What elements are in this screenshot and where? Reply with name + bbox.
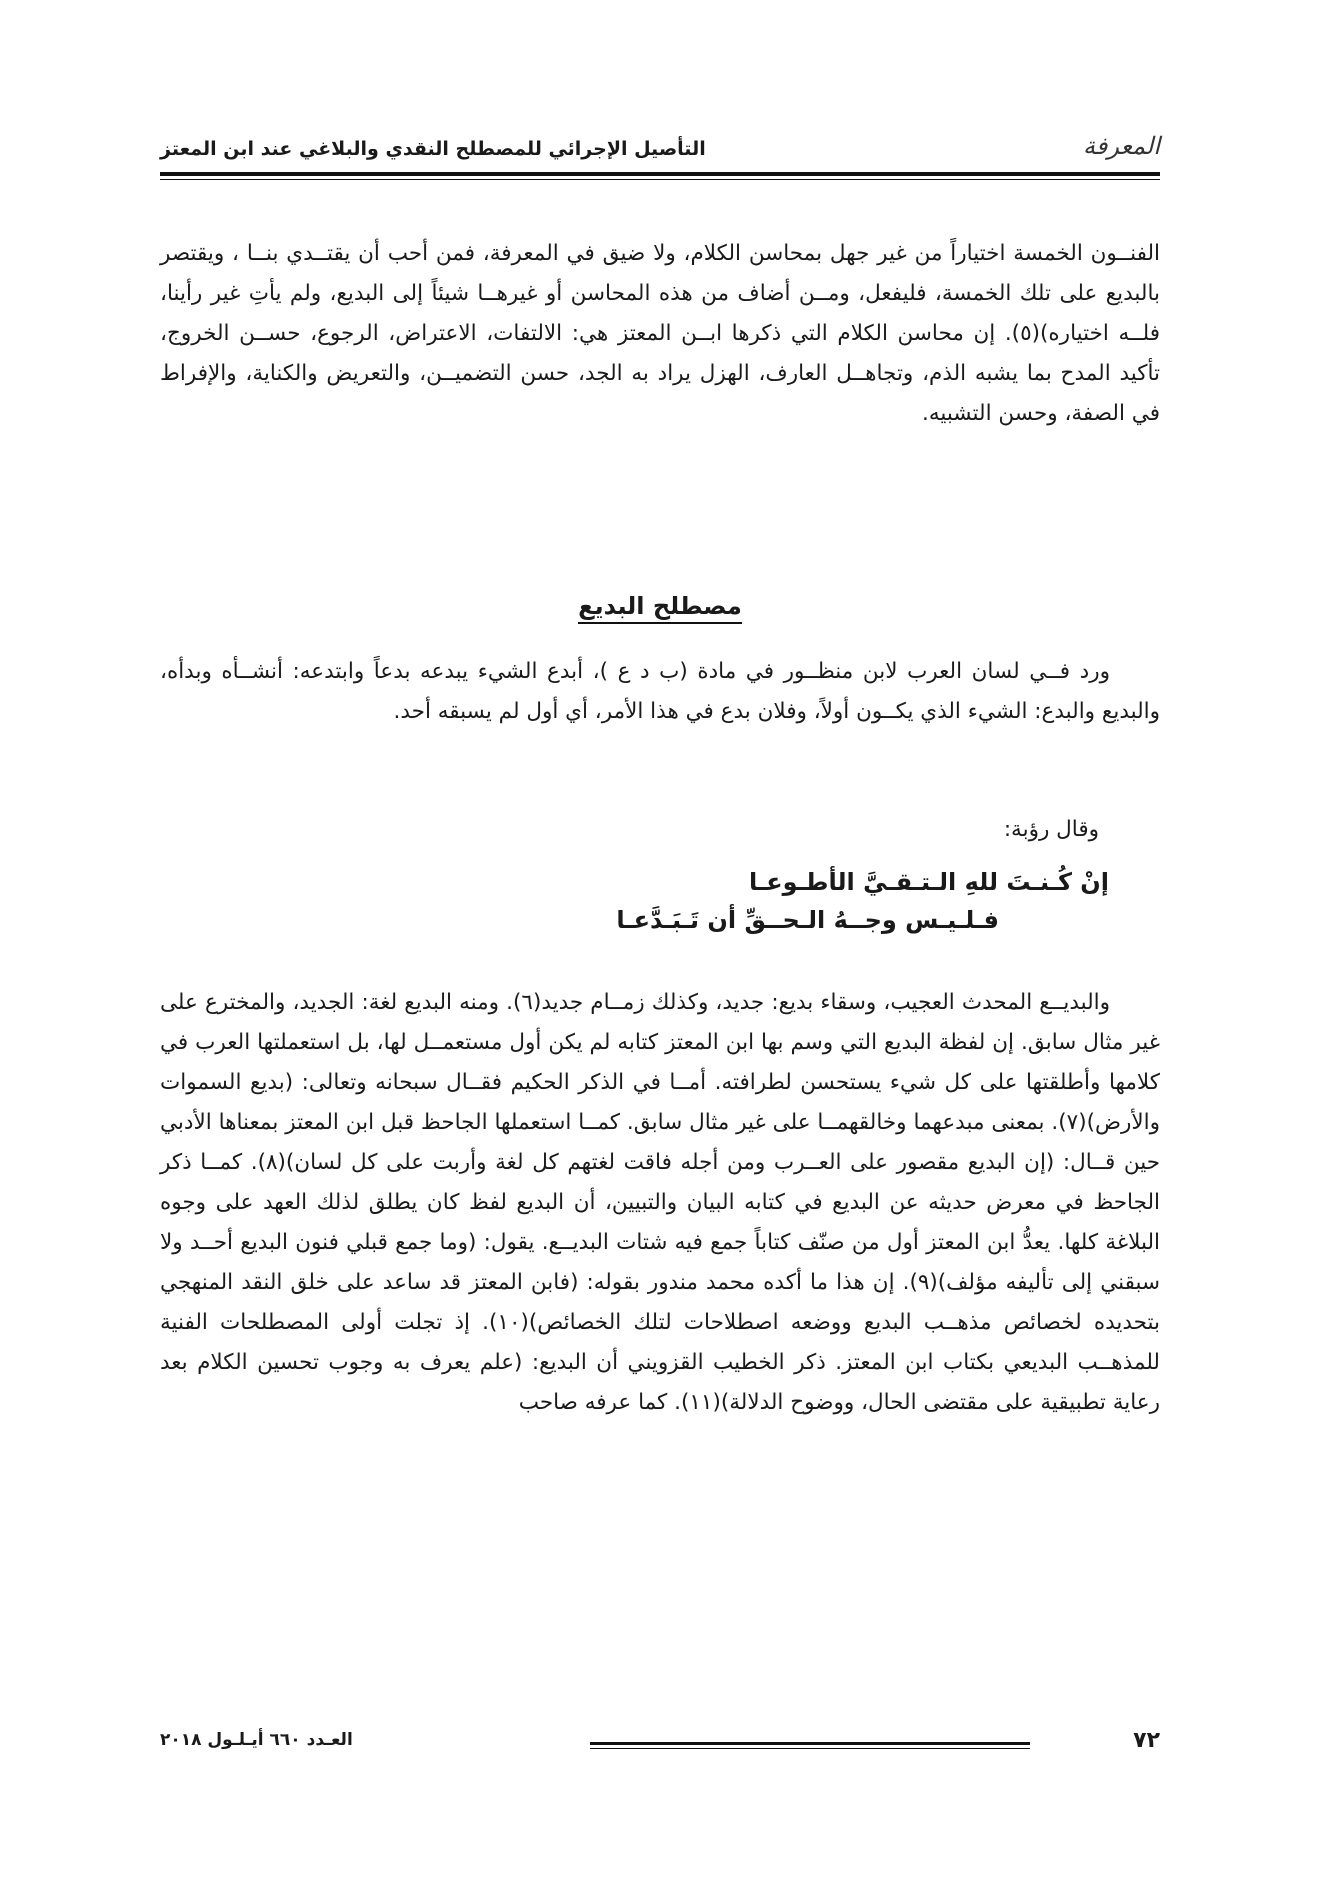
- page-footer: [160, 1728, 1160, 1758]
- running-title: التأصيل الإجرائي للمصطلح النقدي والبلاغي عند ابن المعتز: [160, 138, 706, 160]
- header-rule-thick: [160, 172, 1160, 176]
- page-number: ٧٢: [1133, 1728, 1160, 1753]
- page-header: [160, 128, 1160, 168]
- paragraph-3: والبديــع المحدث العجيب، وسقاء بديع: جديد، وكذلك زمــام جديد(٦). ومنه البديع لغة: الجديد، والمخترع على غير مثال سابق. إن لفظة البديع التي وسم بها ابن المعتز كتابه لم يكن أول مستعمــل لها، بل استعملتها العرب في كلامها وأطلقتها على كل شيء يستحسن لطرافته. أمــا في الذكر الحكيم فقــال سبحانه وتعالى: (بديع السموات والأرض)(٧). بمعنى مبدعهما وخالقهمــا على غير مثال سابق. كمــا استعملها الجاحظ قبل ابن المعتز بمعناها الأدبي حين قــال: (إن البديع مقصور على العــرب ومن أجله فاقت لغتهم كل لغة وأربت على كل لسان)(٨). كمــا ذكر الجاحظ في معرض حديثه عن البديع في كتابه البيان والتبيين، أن البديع لفظ كان يطلق لذلك العهد على وجوه البلاغة كلها. يعدُّ ابن المعتز أول من صنّف كتاباً جمع فيه شتات البديــع. يقول: (وما جمع قبلي فنون البديع أحــد ولا سبقني إلى تأليفه مؤلف)(٩). إن هذا ما أكده محمد مندور بقوله: (فابن المعتز قد ساعد على خلق النقد المنهجي بتحديده لخصائص مذهــب البديع ووضعه اصطلاحات لتلك الخصائص)(١٠). إذ تجلت أولى المصطلحات الفنية للمذهــب البديعي بكتاب ابن المعتز. ذكر الخطيب القزويني أن البديع: (علم يعرف به وجوب تحسين الكلام بعد رعاية تطبيقية على مقتضى الحال، ووضوح الدلالة)(١١). كما عرفه صاحب: [160, 990, 1160, 1415]
- header-rule-thin: [160, 179, 1160, 180]
- paragraph-1: الفنــون الخمسة اختياراً من غير جهل بمحاسن الكلام، ولا ضيق في المعرفة، فمن أحب أن يقتــدي بنــا ، ويقتصر بالبديع على تلك الخمسة، فليفعل، ومــن أضاف من هذه المحاسن أو غيرهــا شيئاً إلى البديع، ولم يأتِ غير رأينا، فلــه اختياره)(٥). إن محاسن الكلام التي ذكرها ابــن المعتز هي: الالتفات، الاعتراض، الرجوع، حســن الخروج، تأكيد المدح بما يشبه الذم، وتجاهــل العارف، الهزل يراد به الجد، حسن التضميــن، والتعريض والكناية، والإفراط في الصفة، وحسن التشبيه.: [160, 241, 1160, 426]
- verse-line-1: إنْ كُـنـتَ للهِ الـتـقـيَّ الأطـوعـا: [749, 868, 1109, 896]
- quote-intro: وقال رؤبة:: [1003, 817, 1099, 842]
- verse-line-2: فـلـيـس وجــهُ الـحــقِّ أن تَـبَـدَّعـا: [616, 906, 999, 934]
- journal-logo: المعرفة: [1082, 132, 1160, 160]
- footer-rule-thick: [590, 1742, 1030, 1745]
- issue-info: العـدد ٦٦٠ أيـلـول ٢٠١٨: [160, 1730, 353, 1750]
- footer-rule-thin: [590, 1748, 1030, 1749]
- section-heading: [160, 592, 1160, 620]
- section-heading-text: مصطلح البديع: [578, 592, 742, 624]
- paragraph-2: ورد فــي لسان العرب لابن منظــور في مادة (ب د ع )، أبدع الشيء يبدعه بدعاً وابتدعه: أنشــأه وبدأه، والبديع والبدع: الشيء الذي يكــون أولاً، وفلان بدع في هذا الأمر، أي أول لم يسبقه أحد.: [160, 659, 1160, 724]
